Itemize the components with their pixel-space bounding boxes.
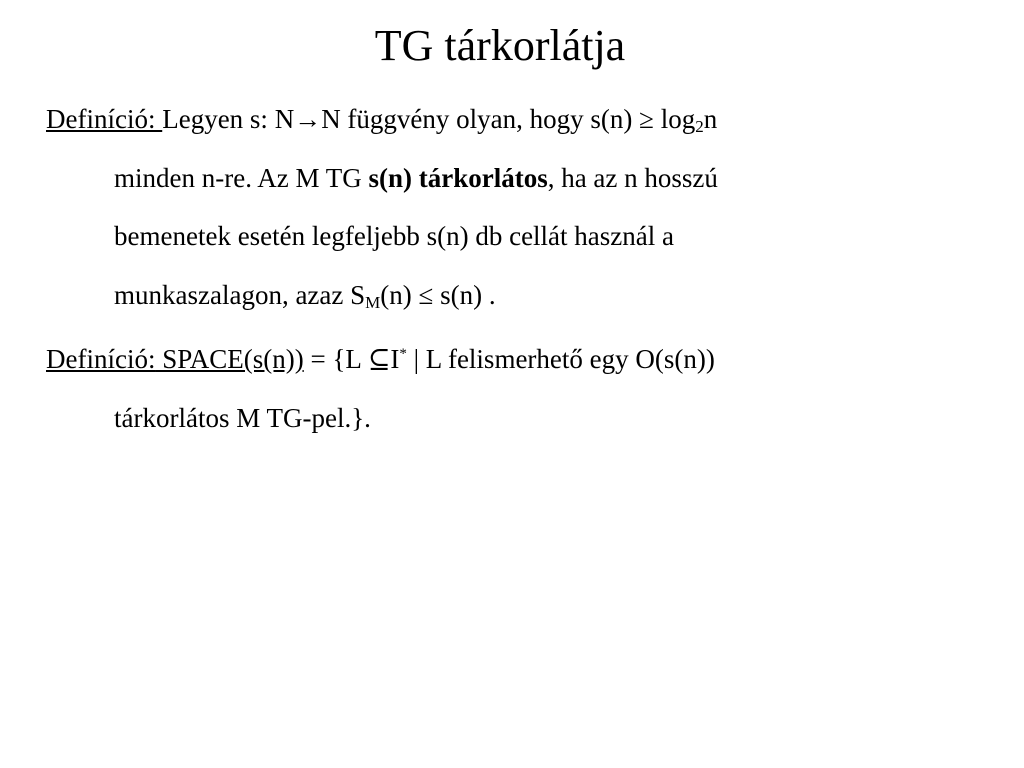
definition-space-class <box>46 330 976 447</box>
subseteq-symbol: ⊆ <box>367 344 391 374</box>
definition-2-line-1: Definíció: SPACE(s(n)) = {L ⊆I* | L felismerhető egy O(s(n)) <box>46 344 715 374</box>
definition-2-line-2: tárkorlátos M TG-pel.}. <box>114 402 371 433</box>
geq-symbol: ≥ <box>639 104 654 134</box>
definition-1-line-2: minden n-re. Az M TG s(n) tárkorlátos, ha az n hosszú <box>114 162 718 193</box>
bold-term: s(n) tárkorlátos <box>368 162 548 193</box>
definition-1-line-4: munkaszalagon, azaz $S_M(n) \le s(n)$ . <box>114 279 496 312</box>
definition-1-line-1: Definíció: Legyen s: N→N függvény olyan, hogy $s(n) \ge \log_2n$ <box>46 104 718 136</box>
definition-label: Definíció: <box>46 344 156 374</box>
slide-title: TG tárkorlátja <box>374 21 626 70</box>
definition-space-bound <box>46 90 976 324</box>
leq-symbol: ≤ <box>418 279 434 310</box>
log-base: 2 <box>695 117 704 136</box>
machine-subscript: M <box>365 292 381 312</box>
definition-1-line-3: bemenetek esetén legfeljebb s(n) db cellát használ a <box>114 221 674 251</box>
definition-label: Definíció: <box>46 104 163 134</box>
kleene-star: * <box>399 346 407 362</box>
arrow-symbol: → <box>294 104 322 134</box>
